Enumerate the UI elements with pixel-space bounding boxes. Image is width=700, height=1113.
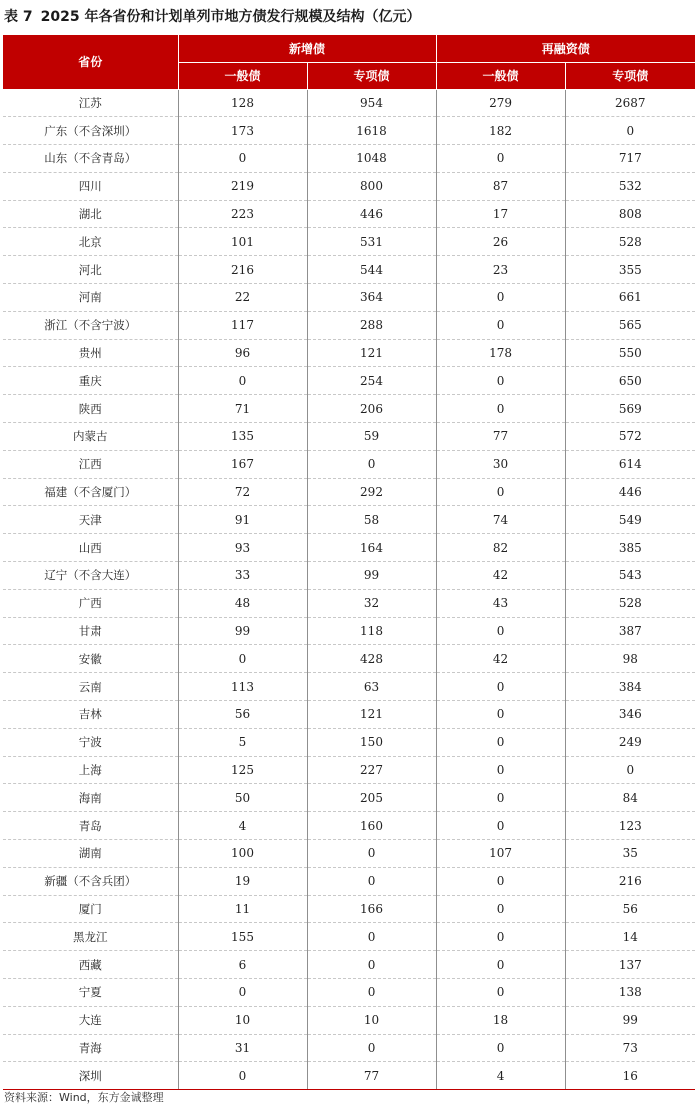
province-cell: 湖南	[3, 840, 178, 868]
province-cell: 云南	[3, 673, 178, 701]
province-cell: 安徽	[3, 645, 178, 673]
new-special-cell: 166	[307, 895, 436, 923]
new-general-cell: 100	[178, 840, 307, 868]
new-general-cell: 0	[178, 367, 307, 395]
new-general-cell: 33	[178, 562, 307, 590]
re-general-cell: 0	[436, 728, 565, 756]
re-special-cell: 0	[565, 117, 695, 145]
new-special-cell: 954	[307, 89, 436, 117]
table-row	[3, 89, 695, 117]
province-cell: 浙江（不含宁波）	[3, 311, 178, 339]
header-re-special: 专项债	[565, 62, 695, 89]
table-row	[3, 812, 695, 840]
header-refinance-debt: 再融资债	[436, 35, 695, 62]
re-general-cell: 43	[436, 589, 565, 617]
province-cell: 辽宁（不含大连）	[3, 562, 178, 590]
table-body	[3, 89, 695, 1090]
re-special-cell: 614	[565, 450, 695, 478]
re-special-cell: 73	[565, 1034, 695, 1062]
province-cell: 吉林	[3, 701, 178, 729]
re-special-cell: 35	[565, 840, 695, 868]
re-special-cell: 532	[565, 172, 695, 200]
table-row	[3, 117, 695, 145]
header-new-general: 一般债	[178, 62, 307, 89]
re-special-cell: 0	[565, 756, 695, 784]
re-special-cell: 98	[565, 645, 695, 673]
new-special-cell: 1048	[307, 145, 436, 173]
new-general-cell: 0	[178, 145, 307, 173]
new-special-cell: 10	[307, 1006, 436, 1034]
new-general-cell: 223	[178, 200, 307, 228]
re-special-cell: 387	[565, 617, 695, 645]
new-special-cell: 227	[307, 756, 436, 784]
re-special-cell: 137	[565, 951, 695, 979]
new-special-cell: 0	[307, 951, 436, 979]
header-province: 省份	[3, 35, 178, 89]
re-special-cell: 2687	[565, 89, 695, 117]
new-special-cell: 0	[307, 840, 436, 868]
province-cell: 陕西	[3, 395, 178, 423]
re-special-cell: 661	[565, 284, 695, 312]
re-special-cell: 569	[565, 395, 695, 423]
new-special-cell: 59	[307, 423, 436, 451]
new-general-cell: 48	[178, 589, 307, 617]
province-cell: 河南	[3, 284, 178, 312]
new-general-cell: 0	[178, 979, 307, 1007]
re-general-cell: 87	[436, 172, 565, 200]
new-general-cell: 117	[178, 311, 307, 339]
new-general-cell: 93	[178, 534, 307, 562]
table-row	[3, 284, 695, 312]
province-cell: 山西	[3, 534, 178, 562]
table-row	[3, 756, 695, 784]
province-cell: 甘肃	[3, 617, 178, 645]
re-general-cell: 0	[436, 895, 565, 923]
re-special-cell: 84	[565, 784, 695, 812]
table-header	[3, 35, 695, 89]
re-general-cell: 0	[436, 617, 565, 645]
re-general-cell: 279	[436, 89, 565, 117]
new-special-cell: 364	[307, 284, 436, 312]
re-special-cell: 549	[565, 506, 695, 534]
new-general-cell: 10	[178, 1006, 307, 1034]
new-general-cell: 219	[178, 172, 307, 200]
new-special-cell: 32	[307, 589, 436, 617]
re-general-cell: 0	[436, 311, 565, 339]
table-row	[3, 617, 695, 645]
header-new-special: 专项债	[307, 62, 436, 89]
new-general-cell: 173	[178, 117, 307, 145]
re-special-cell: 56	[565, 895, 695, 923]
new-general-cell: 22	[178, 284, 307, 312]
new-general-cell: 5	[178, 728, 307, 756]
province-cell: 山东（不含青岛）	[3, 145, 178, 173]
re-special-cell: 808	[565, 200, 695, 228]
re-special-cell: 650	[565, 367, 695, 395]
table-row	[3, 450, 695, 478]
province-cell: 大连	[3, 1006, 178, 1034]
province-cell: 厦门	[3, 895, 178, 923]
new-general-cell: 31	[178, 1034, 307, 1062]
new-special-cell: 446	[307, 200, 436, 228]
new-special-cell: 0	[307, 1034, 436, 1062]
table-row	[3, 534, 695, 562]
province-cell: 青岛	[3, 812, 178, 840]
new-general-cell: 128	[178, 89, 307, 117]
province-cell: 宁夏	[3, 979, 178, 1007]
re-special-cell: 138	[565, 979, 695, 1007]
new-general-cell: 50	[178, 784, 307, 812]
province-cell: 四川	[3, 172, 178, 200]
province-cell: 江苏	[3, 89, 178, 117]
table-row	[3, 645, 695, 673]
table-row	[3, 673, 695, 701]
re-special-cell: 249	[565, 728, 695, 756]
new-general-cell: 72	[178, 478, 307, 506]
new-special-cell: 531	[307, 228, 436, 256]
province-cell: 湖北	[3, 200, 178, 228]
re-general-cell: 17	[436, 200, 565, 228]
re-special-cell: 123	[565, 812, 695, 840]
table-row	[3, 311, 695, 339]
re-general-cell: 0	[436, 756, 565, 784]
table-caption: 2025 年各省份和计划单列市地方债发行规模及结构（亿元）	[40, 9, 421, 25]
re-general-cell: 42	[436, 645, 565, 673]
re-special-cell: 16	[565, 1062, 695, 1090]
province-cell: 内蒙古	[3, 423, 178, 451]
province-cell: 新疆（不含兵团）	[3, 867, 178, 895]
table-row	[3, 562, 695, 590]
province-cell: 贵州	[3, 339, 178, 367]
table-title	[4, 6, 420, 26]
re-special-cell: 14	[565, 923, 695, 951]
table-row	[3, 1006, 695, 1034]
re-special-cell: 384	[565, 673, 695, 701]
re-special-cell: 385	[565, 534, 695, 562]
re-special-cell: 99	[565, 1006, 695, 1034]
bond-issuance-table	[3, 35, 695, 1090]
new-general-cell: 19	[178, 867, 307, 895]
re-general-cell: 0	[436, 784, 565, 812]
new-special-cell: 118	[307, 617, 436, 645]
re-general-cell: 0	[436, 673, 565, 701]
re-special-cell: 216	[565, 867, 695, 895]
province-cell: 上海	[3, 756, 178, 784]
re-special-cell: 572	[565, 423, 695, 451]
table-row	[3, 367, 695, 395]
new-general-cell: 96	[178, 339, 307, 367]
re-general-cell: 26	[436, 228, 565, 256]
new-special-cell: 0	[307, 979, 436, 1007]
table-row	[3, 478, 695, 506]
re-special-cell: 446	[565, 478, 695, 506]
province-cell: 北京	[3, 228, 178, 256]
re-general-cell: 0	[436, 867, 565, 895]
re-special-cell: 565	[565, 311, 695, 339]
re-general-cell: 0	[436, 145, 565, 173]
table-row	[3, 979, 695, 1007]
new-special-cell: 205	[307, 784, 436, 812]
new-special-cell: 121	[307, 701, 436, 729]
table-row	[3, 1034, 695, 1062]
new-special-cell: 800	[307, 172, 436, 200]
table-row	[3, 923, 695, 951]
re-special-cell: 528	[565, 228, 695, 256]
new-special-cell: 288	[307, 311, 436, 339]
new-general-cell: 125	[178, 756, 307, 784]
new-special-cell: 99	[307, 562, 436, 590]
re-special-cell: 543	[565, 562, 695, 590]
re-general-cell: 0	[436, 478, 565, 506]
re-special-cell: 550	[565, 339, 695, 367]
table-row	[3, 728, 695, 756]
new-general-cell: 216	[178, 256, 307, 284]
province-cell: 广西	[3, 589, 178, 617]
table-row	[3, 867, 695, 895]
province-cell: 重庆	[3, 367, 178, 395]
province-cell: 青海	[3, 1034, 178, 1062]
new-general-cell: 155	[178, 923, 307, 951]
province-cell: 广东（不含深圳）	[3, 117, 178, 145]
new-general-cell: 6	[178, 951, 307, 979]
new-general-cell: 4	[178, 812, 307, 840]
province-cell: 宁波	[3, 728, 178, 756]
re-general-cell: 0	[436, 1034, 565, 1062]
new-general-cell: 0	[178, 1062, 307, 1090]
province-cell: 西藏	[3, 951, 178, 979]
province-cell: 福建（不含厦门）	[3, 478, 178, 506]
re-general-cell: 107	[436, 840, 565, 868]
new-special-cell: 428	[307, 645, 436, 673]
table-row	[3, 895, 695, 923]
re-special-cell: 355	[565, 256, 695, 284]
re-general-cell: 182	[436, 117, 565, 145]
table-row	[3, 228, 695, 256]
new-special-cell: 206	[307, 395, 436, 423]
re-special-cell: 528	[565, 589, 695, 617]
new-general-cell: 91	[178, 506, 307, 534]
table-row	[3, 172, 695, 200]
table-row	[3, 589, 695, 617]
re-general-cell: 0	[436, 395, 565, 423]
table-number: 表 7	[4, 9, 33, 25]
table-row	[3, 1062, 695, 1090]
new-special-cell: 164	[307, 534, 436, 562]
new-special-cell: 254	[307, 367, 436, 395]
re-general-cell: 74	[436, 506, 565, 534]
new-special-cell: 150	[307, 728, 436, 756]
table-row	[3, 506, 695, 534]
re-general-cell: 0	[436, 812, 565, 840]
new-general-cell: 101	[178, 228, 307, 256]
re-general-cell: 0	[436, 951, 565, 979]
header-re-general: 一般债	[436, 62, 565, 89]
re-general-cell: 4	[436, 1062, 565, 1090]
new-special-cell: 0	[307, 867, 436, 895]
table-row	[3, 784, 695, 812]
re-general-cell: 0	[436, 367, 565, 395]
new-general-cell: 71	[178, 395, 307, 423]
re-general-cell: 178	[436, 339, 565, 367]
re-general-cell: 18	[436, 1006, 565, 1034]
province-cell: 黑龙江	[3, 923, 178, 951]
new-general-cell: 56	[178, 701, 307, 729]
new-special-cell: 1618	[307, 117, 436, 145]
header-new-debt: 新增债	[178, 35, 436, 62]
re-general-cell: 0	[436, 284, 565, 312]
new-special-cell: 292	[307, 478, 436, 506]
new-special-cell: 0	[307, 923, 436, 951]
province-cell: 天津	[3, 506, 178, 534]
new-general-cell: 0	[178, 645, 307, 673]
re-general-cell: 42	[436, 562, 565, 590]
new-general-cell: 113	[178, 673, 307, 701]
new-special-cell: 58	[307, 506, 436, 534]
table-row	[3, 423, 695, 451]
re-general-cell: 0	[436, 701, 565, 729]
re-special-cell: 717	[565, 145, 695, 173]
re-general-cell: 0	[436, 923, 565, 951]
table-row	[3, 701, 695, 729]
table-row	[3, 840, 695, 868]
re-general-cell: 82	[436, 534, 565, 562]
new-special-cell: 0	[307, 450, 436, 478]
new-general-cell: 99	[178, 617, 307, 645]
new-special-cell: 77	[307, 1062, 436, 1090]
province-cell: 河北	[3, 256, 178, 284]
new-special-cell: 121	[307, 339, 436, 367]
table-row	[3, 256, 695, 284]
province-cell: 深圳	[3, 1062, 178, 1090]
table-row	[3, 951, 695, 979]
table-row	[3, 200, 695, 228]
province-cell: 江西	[3, 450, 178, 478]
new-general-cell: 167	[178, 450, 307, 478]
re-general-cell: 30	[436, 450, 565, 478]
table-row	[3, 339, 695, 367]
re-general-cell: 0	[436, 979, 565, 1007]
new-general-cell: 11	[178, 895, 307, 923]
re-special-cell: 346	[565, 701, 695, 729]
table-row	[3, 145, 695, 173]
new-general-cell: 135	[178, 423, 307, 451]
new-special-cell: 544	[307, 256, 436, 284]
table-row	[3, 395, 695, 423]
new-special-cell: 160	[307, 812, 436, 840]
re-general-cell: 23	[436, 256, 565, 284]
re-general-cell: 77	[436, 423, 565, 451]
source-note: 资料来源：Wind，东方金诚整理	[4, 1091, 164, 1104]
new-special-cell: 63	[307, 673, 436, 701]
province-cell: 海南	[3, 784, 178, 812]
